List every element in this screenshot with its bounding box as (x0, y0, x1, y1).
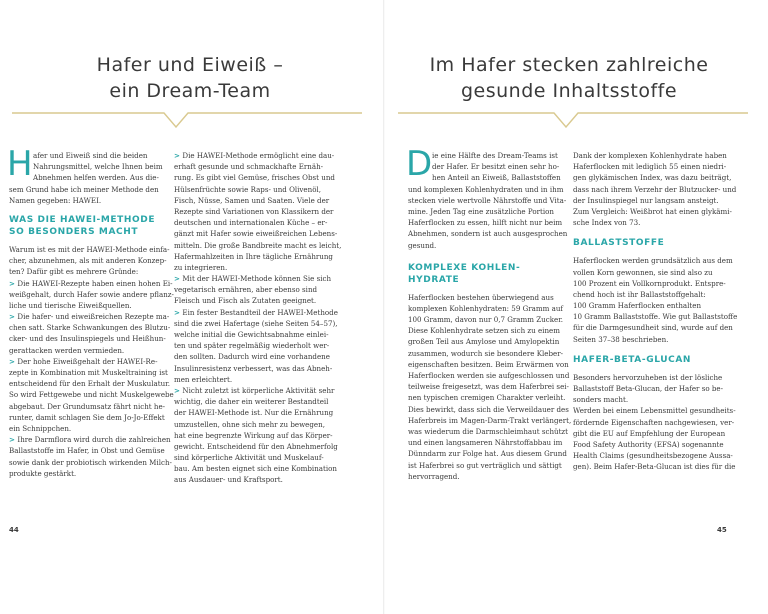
bullet-item (174, 273, 354, 307)
text-line: Werden bei einem Lebensmittel gesundheits- (573, 406, 736, 416)
bullet-item (9, 311, 179, 356)
right-title-line-1: Im Hafer stecken zahlreiche (429, 54, 709, 76)
text-line: Abnehmen, sondern ist auch ausgesprochen (408, 229, 568, 239)
text-line: Haferflocken zu essen, hilft nicht nur beim (408, 218, 563, 228)
text-line: komplexen Kohlenhydraten: 59 Gramm auf (408, 303, 564, 313)
text-line: Fisch, Nüsse, Samen und Saaten. Viele der (174, 195, 330, 205)
text-line: erhaft gesunde und schmackhafte Ernäh- (174, 162, 324, 172)
text-line: aus Ausdauer- und Kraftsport. (174, 475, 283, 485)
left-title-line-1: Hafer und Eiweiß – (96, 54, 284, 76)
text-line: Haferflocken bestehen überwiegend aus (408, 292, 554, 302)
section-heading (9, 214, 179, 238)
intro-paragraph (9, 150, 179, 206)
text-line: Fleisch und Fisch als Zutaten geeignet. (174, 296, 317, 306)
text-line: eigenschaften besitzen. Beim Erwärmen von (408, 359, 569, 369)
right-column-1 (408, 150, 578, 482)
section-heading (408, 262, 578, 286)
text-line: was wiederum die Darmschleimhaut schützt (408, 426, 569, 436)
text-line: Hülsenfrüchte sowie Raps- und Olivenöl, (174, 184, 321, 194)
text-line: entscheidend für den Erhalt der Muskulatur. (9, 379, 171, 389)
body-paragraph (573, 150, 743, 228)
text-line: sche Index von 73. (573, 218, 641, 228)
text-line: und einen langsameren Nährstoffabbau im (408, 438, 563, 448)
bullet-item (174, 307, 354, 385)
text-line: Health Claims (gesundheitsbezogene Aussa- (573, 451, 733, 461)
text-line: ein Schnippchen. (9, 423, 72, 433)
bullet-arrow-icon: > (174, 151, 183, 160)
text-line: ist Haferbrei so gut verträglich und sättigt (408, 460, 562, 470)
body-paragraph (573, 372, 743, 473)
text-line: großen Teil aus Amylose und Amylopektin (408, 337, 560, 347)
text-line: > Ihre Darmflora wird durch die zahlreichen (9, 435, 171, 445)
text-line: Diese Kohlenhydrate setzen sich zu einem (408, 326, 560, 336)
text-line: weißgehalt, durch Hafer sowie andere pflanz- (9, 289, 174, 299)
text-line: Ballaststoff Beta-Glucan, der Hafer so be- (573, 384, 724, 393)
text-line: Rezepte sind Variationen von Klassikern der (174, 206, 334, 216)
text-line: Nahrungsmittel, welche Ihnen beim (33, 162, 163, 172)
bullet-arrow-icon: > (9, 312, 18, 322)
text-line: hervorragend. (408, 471, 460, 481)
text-line: chend hoch ist ihr Ballaststoffgehalt: (573, 289, 706, 299)
bullet-item (9, 434, 179, 479)
text-line: 100 Prozent ein Vollkornprodukt. Entspre- (573, 278, 726, 288)
text-line: 100 Gramm Haferflocken enthalten (573, 301, 702, 311)
text-line: men erleichtert. (174, 374, 233, 384)
page-number-right: 45 (717, 526, 727, 534)
bullet-arrow-icon: > (174, 385, 183, 395)
text-line: abgebaut. Der Grundumsatz fährt nicht he- (9, 401, 166, 411)
text-line: für die Darmgesundheit sind, wurde auf den (573, 323, 733, 333)
text-line: Dünndarm zur Folge hat. Aus diesem Grund (408, 449, 567, 459)
text-line: cker- und des Insulinspiegels und Heißhun- (9, 334, 166, 344)
text-line: Haferflocken mit lediglich 55 einen niedri- (573, 162, 727, 172)
heading-line: BALLASTSTOFFE (573, 238, 665, 249)
bullet-arrow-icon: > (9, 278, 18, 288)
text-line: zu integrieren. (174, 262, 228, 272)
body-paragraph (408, 292, 578, 482)
left-page-title (40, 52, 340, 104)
text-line: gerattacken werden vermieden. (9, 345, 125, 355)
text-line: > Die HAWEI-Methode ermöglicht eine dau- (174, 151, 335, 160)
text-line: > Die HAWEI-Rezepte haben einen hohen Ei- (9, 278, 173, 288)
section-heading (573, 237, 743, 249)
text-line: ie eine Hälfte des Dream-Teams ist (432, 151, 558, 160)
text-line: gen glykämischen Index, was dazu beiträgt, (573, 173, 732, 183)
text-line: Hafermahlzeiten in Ihre tägliche Ernährung (174, 251, 333, 261)
text-line: hen Anteil an Eiweiß, Ballaststoffen (432, 173, 561, 183)
text-line: der HAWEI-Methode ist. Nur die Ernährung (174, 408, 334, 418)
text-line: mine. Jeden Tag eine zusätzliche Portion (408, 206, 554, 216)
text-line: vollen Korn gewonnen, sie sind also zu (573, 267, 713, 277)
right-dropcap: D (406, 144, 433, 184)
text-line: teilweise freigesetzt, was dem Haferbrei sei- (408, 382, 569, 392)
text-line: gen). Beim Hafer-Beta-Glucan ist dies für die (573, 462, 736, 472)
text-line: Insulinresistenz verbessert, was das Abneh- (174, 363, 333, 373)
text-line: welche initial die Gewichtsabnahme einlei- (174, 330, 329, 339)
text-line: > Nicht zuletzt ist körperliche Aktivität sehr (174, 385, 335, 395)
text-line: den sollten. Dadurch wird eine vorhandene (174, 352, 330, 362)
text-line: sonders macht. (573, 395, 629, 405)
text-line: Abnehmen helfen werden. Aus die- (33, 173, 159, 183)
text-line: deutschen und internationalen Küche – er- (174, 218, 328, 228)
bullet-item (9, 356, 179, 434)
bullet-arrow-icon: > (174, 274, 183, 284)
text-line: > Mit der HAWEI-Methode können Sie sich (174, 274, 332, 284)
text-line: produkte gestärkt. (9, 468, 77, 478)
text-line: Dies bewirkt, dass sich die Verweildauer des (408, 404, 569, 414)
text-line: dass nach ihrem Verzehr der Blutzucker- und (573, 184, 737, 194)
text-line: Warum ist es mit der HAWEI-Methode einfa- (9, 244, 170, 254)
right-page-title (404, 52, 734, 104)
bullet-arrow-icon: > (174, 307, 183, 317)
text-line: vegetarisch ernähren, aber ebenso sind (174, 285, 318, 295)
text-line: Namen gegeben: HAWEI. (9, 195, 102, 205)
heading-line: KOMPLEXE KOHLEN- (408, 262, 521, 273)
text-line: ten und später regelmäßig wiederholt wer- (174, 341, 330, 351)
text-line: sem Grund habe ich meiner Methode den (9, 184, 159, 194)
text-line: Seiten 37–38 beschrieben. (573, 334, 669, 344)
text-line: und komplexen Kohlenhydraten und in ihm (408, 184, 564, 194)
text-line: mitteln. Die große Bandbreite macht es leicht, (174, 240, 342, 250)
text-line: Ballaststoffe im Hafer, in Obst und Gemüse (9, 446, 165, 456)
right-title-line-2: gesunde Inhaltsstoffe (460, 80, 678, 102)
bullet-arrow-icon: > (9, 435, 18, 445)
text-line: sind körperliche Aktivität und Muskelauf- (174, 453, 324, 463)
text-line: der Insulinspiegel nur langsam ansteigt. (573, 195, 719, 205)
text-line: wichtig, die daher ein weiterer Bestandteil (174, 397, 329, 407)
heading-line: SO BESONDERS MACHT (9, 226, 139, 237)
text-line: Food Safety Authority (EFSA) sogenannte (573, 439, 724, 449)
text-line: > Die hafer- und eiweißreichen Rezepte ma- (9, 312, 170, 322)
text-line: ten? Dafür gibt es mehrere Gründe: (9, 267, 139, 277)
left-title-divider (12, 111, 362, 131)
text-line: So wird Fettgewebe und nicht Muskelgewebe (9, 390, 174, 400)
section-heading (573, 354, 743, 366)
bullet-item (174, 385, 354, 486)
text-line: 10 Gramm Ballaststoffe. Wie gut Ballaststoffe (573, 312, 738, 322)
bullet-item (9, 278, 179, 312)
bullet-item (174, 150, 354, 273)
left-column-1 (9, 150, 179, 479)
text-line: runter, damit schlagen Sie dem Jo-Jo-Effekt (9, 412, 165, 422)
text-line: gibt die EU auf Empfehlung der European (573, 428, 726, 438)
right-column-2 (573, 150, 743, 473)
text-line: > Ein fester Bestandteil der HAWEI-Methode (174, 307, 338, 317)
text-line: afer und Eiweiß sind die beiden (33, 151, 148, 160)
right-title-divider (398, 111, 748, 131)
text-line: Besonders hervorzuheben ist der lösliche (573, 372, 723, 382)
text-line: zusammen, wodurch sie besondere Kleber- (408, 348, 564, 358)
bullet-arrow-icon: > (9, 356, 18, 366)
text-line: zepte in Kombination mit Muskeltraining ist (9, 368, 168, 377)
text-line: stecken viele wertvolle Nährstoffe und Vita- (408, 195, 567, 205)
text-line: Haferflocken werden sie aufgeschlossen und (408, 371, 570, 380)
left-title-line-2: ein Dream-Team (109, 80, 271, 102)
heading-line: HYDRATE (408, 274, 460, 285)
text-line: nen typischen cremigen Charakter verleiht. (408, 393, 566, 403)
heading-line: HAFER-BETA-GLUCAN (573, 354, 692, 365)
text-line: der Hafer. Er besitzt einen sehr ho- (432, 162, 560, 172)
body-paragraph (9, 244, 179, 278)
text-line: Haferflocken werden grundsätzlich aus dem (573, 256, 733, 266)
text-line: umzustellen, ohne sich mehr zu bewegen, (174, 419, 325, 429)
text-line: hat eine begrenzte Wirkung auf das Körper- (174, 430, 333, 440)
right-page (384, 0, 768, 614)
text-line: sowie dank der probiotisch wirkenden Milch- (9, 457, 172, 467)
left-dropcap: H (7, 144, 33, 184)
text-line: Zum Vergleich: Weißbrot hat einen glykämi- (573, 206, 732, 216)
text-line: chen satt. Starke Schwankungen des Blutzu- (9, 323, 171, 333)
text-line: fördernde Eigenschaften nachgewiesen, ver- (573, 417, 735, 427)
text-line: bau. Am besten eignet sich eine Kombination (174, 464, 337, 474)
text-line: Haferbreis im Magen-Darm-Trakt verlängert, (408, 415, 572, 425)
text-line: 100 Gramm, davon nur 0,7 Gramm Zucker. (408, 315, 564, 325)
left-column-2 (174, 150, 354, 486)
body-paragraph (573, 255, 743, 345)
text-line: cher, abzunehmen, als mit anderen Konzep- (9, 256, 167, 266)
page-number-left: 44 (9, 526, 19, 534)
text-line: Dank der komplexen Kohlenhydrate haben (573, 151, 727, 160)
text-line: sind die zwei Hafertage (siehe Seiten 54–57), (174, 318, 338, 328)
heading-line: WAS DIE HAWEI-METHODE (9, 214, 156, 225)
text-line: liche und tierische Eiweißquellen. (9, 300, 132, 310)
text-line: gesund. (408, 240, 437, 250)
text-line: gewicht. Entscheidend für den Abnehmerfolg (174, 441, 338, 451)
text-line: rung. Es gibt viel Gemüse, frisches Obst und (174, 173, 335, 183)
text-line: gänzt mit Hafer sowie eiweißreichen Lebens- (174, 229, 338, 239)
intro-paragraph (408, 150, 578, 251)
text-line: > Der hohe Eiweißgehalt der HAWEI-Re- (9, 356, 158, 366)
